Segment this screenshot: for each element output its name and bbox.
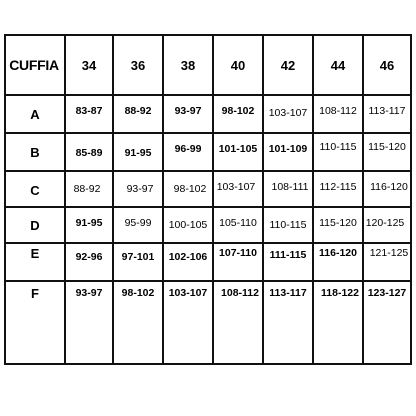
table-cell: 98-102 (121, 286, 155, 299)
table-cell: 100-105 (168, 218, 208, 231)
table-cell: 110-115 (269, 218, 307, 231)
table-cell: 95-99 (124, 216, 152, 229)
table-cell: 101-105 (218, 142, 258, 155)
table-cell: 116-120 (370, 180, 408, 193)
table-cell: 96-99 (174, 142, 202, 155)
corner-label: CUFFIA (9, 57, 59, 73)
grid-line (4, 363, 412, 365)
table-cell: 102-106 (168, 250, 208, 263)
table-cell: 108-112 (221, 286, 259, 299)
row-label: C (30, 182, 40, 198)
row-label: F (31, 285, 39, 301)
table-cell: 88-92 (73, 182, 101, 195)
column-header: 36 (130, 57, 146, 73)
table-cell: 115-120 (319, 216, 357, 229)
table-cell: 113-117 (269, 286, 307, 299)
table-cell: 121-125 (369, 246, 409, 259)
table-cell: 110-115 (319, 140, 357, 153)
row-label: E (30, 245, 40, 261)
column-header: 44 (330, 57, 346, 73)
column-header: 38 (180, 57, 196, 73)
table-cell: 98-102 (173, 182, 207, 195)
table-cell: 93-97 (126, 182, 154, 195)
table-cell: 108-112 (319, 104, 357, 117)
table-cell: 98-102 (221, 104, 255, 117)
table-cell: 92-96 (75, 250, 103, 263)
column-header: 42 (280, 57, 296, 73)
table-cell: 116-120 (319, 246, 357, 259)
column-header: 34 (81, 57, 97, 73)
table-cell: 103-107 (168, 286, 208, 299)
row-label: A (30, 106, 40, 122)
table-cell: 123-127 (367, 286, 407, 299)
table-cell: 111-115 (269, 248, 307, 261)
table-cell: 115-120 (368, 140, 406, 153)
table-cell: 97-101 (121, 250, 155, 263)
table-cell: 118-122 (321, 286, 359, 299)
table-cell: 113-117 (368, 104, 406, 117)
table-cell: 105-110 (219, 216, 257, 229)
table-cell: 101-109 (268, 142, 308, 155)
table-cell: 85-89 (75, 146, 103, 159)
row-label: B (30, 144, 40, 160)
table-cell: 91-95 (75, 216, 103, 229)
table-cell: 103-107 (216, 180, 256, 193)
table-cell: 91-95 (124, 146, 152, 159)
table-cell: 88-92 (124, 104, 152, 117)
table-cell: 83-87 (75, 104, 103, 117)
row-label: D (30, 217, 40, 233)
table-cell: 112-115 (319, 180, 357, 193)
table-cell: 93-97 (174, 104, 202, 117)
column-header: 40 (230, 57, 246, 73)
table-cell: 93-97 (75, 286, 103, 299)
table-cell: 108-111 (271, 180, 309, 193)
table-cell: 107-110 (219, 246, 257, 259)
column-header: 46 (379, 57, 395, 73)
table-cell: 120-125 (365, 216, 405, 229)
table-cell: 103-107 (268, 106, 308, 119)
